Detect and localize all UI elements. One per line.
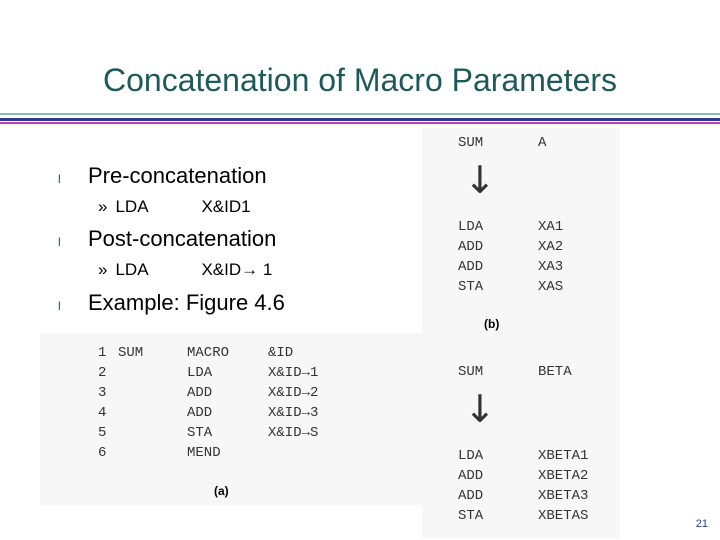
row-number: 5 [98, 425, 107, 441]
macro-op: MEND [187, 445, 221, 461]
slide-title: Concatenation of Macro Parameters [102, 62, 618, 98]
expanded-arg: XBETAS [538, 508, 589, 524]
expanded-arg: XBETA3 [538, 488, 589, 504]
macro-op: ADD [187, 385, 213, 401]
macro-op: LDA [187, 365, 213, 381]
title-rule-blue [0, 118, 720, 121]
expansion-arrow-icon: ↓ [464, 158, 496, 202]
macro-op: MACRO [187, 345, 230, 361]
expanded-arg: XA3 [538, 259, 564, 275]
expansion-arrow-icon: ↓ [464, 387, 496, 431]
sub-bullet-pre [98, 197, 251, 217]
macro-arg: X&ID→1 [268, 365, 319, 381]
bullet-marker: l [58, 299, 61, 313]
macro-arg: X&ID→S [268, 425, 319, 441]
row-number: 6 [98, 445, 107, 461]
macro-op: ADD [187, 405, 213, 421]
bullet-marker: l [58, 235, 61, 249]
sub-arg: X&ID→ 1 [201, 260, 273, 279]
expanded-op: ADD [458, 468, 484, 484]
sub-bullet-post [98, 260, 272, 280]
expanded-arg: XBETA2 [538, 468, 589, 484]
row-number: 1 [98, 345, 107, 361]
row-number: 3 [98, 385, 107, 401]
macro-label: SUM [118, 345, 144, 361]
bullet-pre-concatenation: Pre-concatenation [88, 163, 267, 188]
bullet-post-concatenation: Post-concatenation [88, 226, 277, 251]
expanded-arg: XA1 [538, 219, 564, 235]
figure-b-caption: (b) [484, 317, 500, 331]
expanded-op: ADD [458, 239, 484, 255]
expanded-op: LDA [458, 219, 484, 235]
title-rule-light [0, 113, 720, 115]
figure-b-panel [422, 128, 620, 538]
call-arg: BETA [538, 364, 572, 380]
call-arg: A [538, 135, 547, 151]
sub-bullet-marker: » [98, 260, 108, 279]
call-name: SUM [458, 135, 484, 151]
macro-arg: X&ID→3 [268, 405, 319, 421]
figure-a-caption: (a) [214, 484, 229, 498]
sub-bullet-marker: » [98, 197, 108, 216]
expanded-arg: XAS [538, 279, 564, 295]
macro-arg: &ID [268, 345, 294, 361]
sub-op: LDA [115, 197, 149, 216]
sub-op: LDA [115, 260, 149, 279]
expanded-op: LDA [458, 448, 484, 464]
expanded-op: STA [458, 279, 484, 295]
sub-arg: X&ID1 [201, 197, 251, 216]
row-number: 2 [98, 365, 107, 381]
expanded-op: ADD [458, 488, 484, 504]
expanded-arg: XA2 [538, 239, 564, 255]
bullet-marker: l [58, 172, 61, 186]
page-number: 21 [695, 518, 708, 530]
macro-arg: X&ID→2 [268, 385, 319, 401]
expanded-arg: XBETA1 [538, 448, 589, 464]
macro-op: STA [187, 425, 213, 441]
expanded-op: STA [458, 508, 484, 524]
call-name: SUM [458, 364, 484, 380]
bullet-example: Example: Figure 4.6 [88, 290, 285, 315]
row-number: 4 [98, 405, 107, 421]
title-rule-magenta [0, 122, 720, 124]
expanded-op: ADD [458, 259, 484, 275]
